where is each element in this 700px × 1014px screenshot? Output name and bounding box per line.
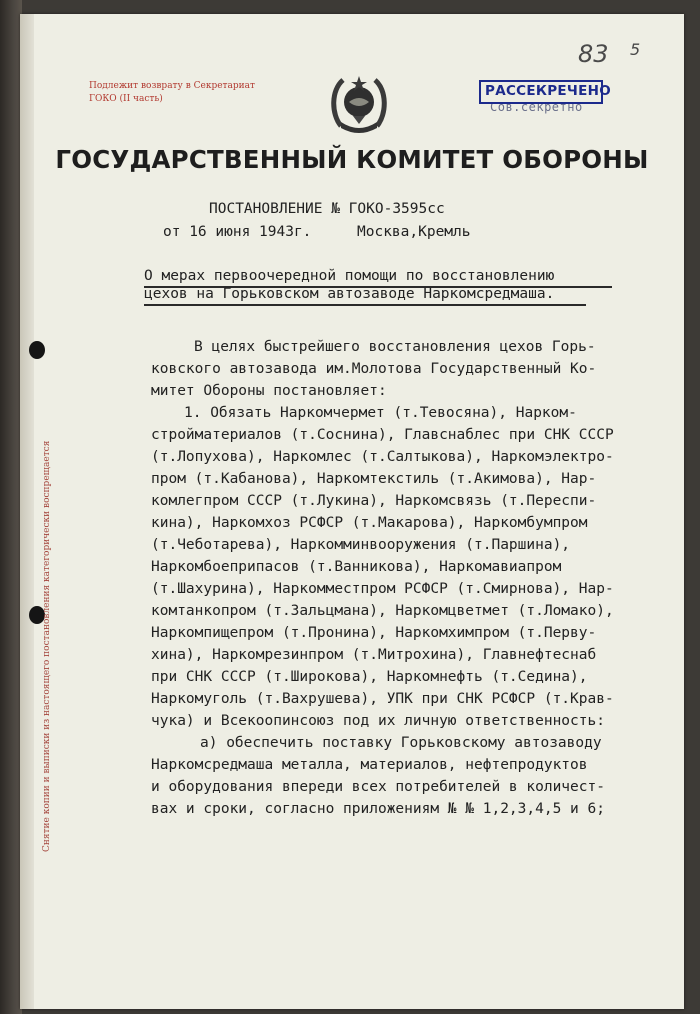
body-line: кина), Наркомхоз РСФСР (т.Макарова), Наркомбумпром — [151, 515, 588, 531]
declassified-stamp: РАССЕКРЕЧЕНО — [485, 83, 612, 99]
body-line: чука) и Всекоопинсоюз под их личную ответственность: — [151, 713, 605, 729]
body-line: комтанкопром (т.Зальцмана), Наркомцветмет (т.Ломако), — [151, 603, 614, 619]
body-line: Наркомсредмаша металла, материалов, нефтепродуктов — [151, 757, 588, 773]
return-note: Подлежит возврату в Секретариат ГОКО (II часть) — [89, 81, 255, 104]
body-line: а) обеспечить поставку Горьковскому автозаводу — [200, 735, 602, 751]
body-line: (т.Чеботарева), Наркомминвооружения (т.Паршина), — [151, 537, 571, 553]
body-line: при СНК СССР (т.Широкова), Наркомнефть (т.Седина), — [151, 669, 588, 685]
resolution-date: от 16 июня 1943г. — [163, 224, 312, 240]
body-line: хина), Наркомрезинпром (т.Митрохина), Главнефтеснаб — [151, 647, 597, 663]
document-page — [20, 14, 684, 1009]
struck-classification: Сов.секретно — [490, 100, 583, 114]
state-emblem-icon — [331, 74, 387, 136]
resolution-place: Москва,Кремль — [357, 224, 471, 240]
body-line: Наркомбоеприпасов (т.Ванникова), Наркомавиапром — [151, 559, 562, 575]
body-line: В целях быстрейшего восстановления цехов Горь- — [194, 339, 596, 355]
body-line: комлегпром СССР (т.Лукина), Наркомсвязь (т.Переспи- — [151, 493, 597, 509]
resolution-number: ПОСТАНОВЛЕНИЕ № ГОКО-3595сс — [209, 201, 445, 217]
body-line: стройматериалов (т.Соснина), Главснаблес при СНК СССР — [151, 427, 614, 443]
body-line: (т.Лопухова), Наркомлес (т.Салтыкова), Наркомэлектро- — [151, 449, 614, 465]
subject-line-1: О мерах первоочередной помощи по восстановлению — [144, 268, 555, 284]
page-number-secondary: 5 — [630, 40, 641, 59]
body-line: пром (т.Кабанова), Наркомтекстиль (т.Акимова), Нар- — [151, 471, 597, 487]
document-header: ГОСУДАРСТВЕННЫЙ КОМИТЕТ ОБОРОНЫ — [55, 145, 649, 174]
subject-underline — [144, 304, 586, 306]
body-line: 1. Обязать Наркомчермет (т.Тевосяна), Нарком- — [184, 405, 577, 421]
body-line: вах и сроки, согласно приложениям № № 1,2,3,4,5 и 6; — [151, 801, 605, 817]
body-line: ковского автозавода им.Молотова Государственный Ко- — [151, 361, 597, 377]
subject-line-2: цехов на Горьковском автозаводе Наркомсредмаша. — [144, 286, 555, 302]
page-number: 83 — [578, 40, 609, 68]
body-line: Наркомпищепром (т.Пронина), Наркомхимпром (т.Перву- — [151, 625, 597, 641]
binder-edge — [0, 0, 22, 1014]
margin-note: Снятие копии и выписки из настоящего постановления категорически воспрещается — [42, 440, 52, 852]
body-line: и оборудования впереди всех потребителей в количест- — [151, 779, 605, 795]
body-line: (т.Шахурина), Наркомместпром РСФСР (т.Смирнова), Нар- — [151, 581, 614, 597]
body-line: митет Обороны постановляет: — [151, 383, 387, 399]
body-line: Наркомуголь (т.Вахрушева), УПК при СНК РСФСР (т.Крав- — [151, 691, 614, 707]
